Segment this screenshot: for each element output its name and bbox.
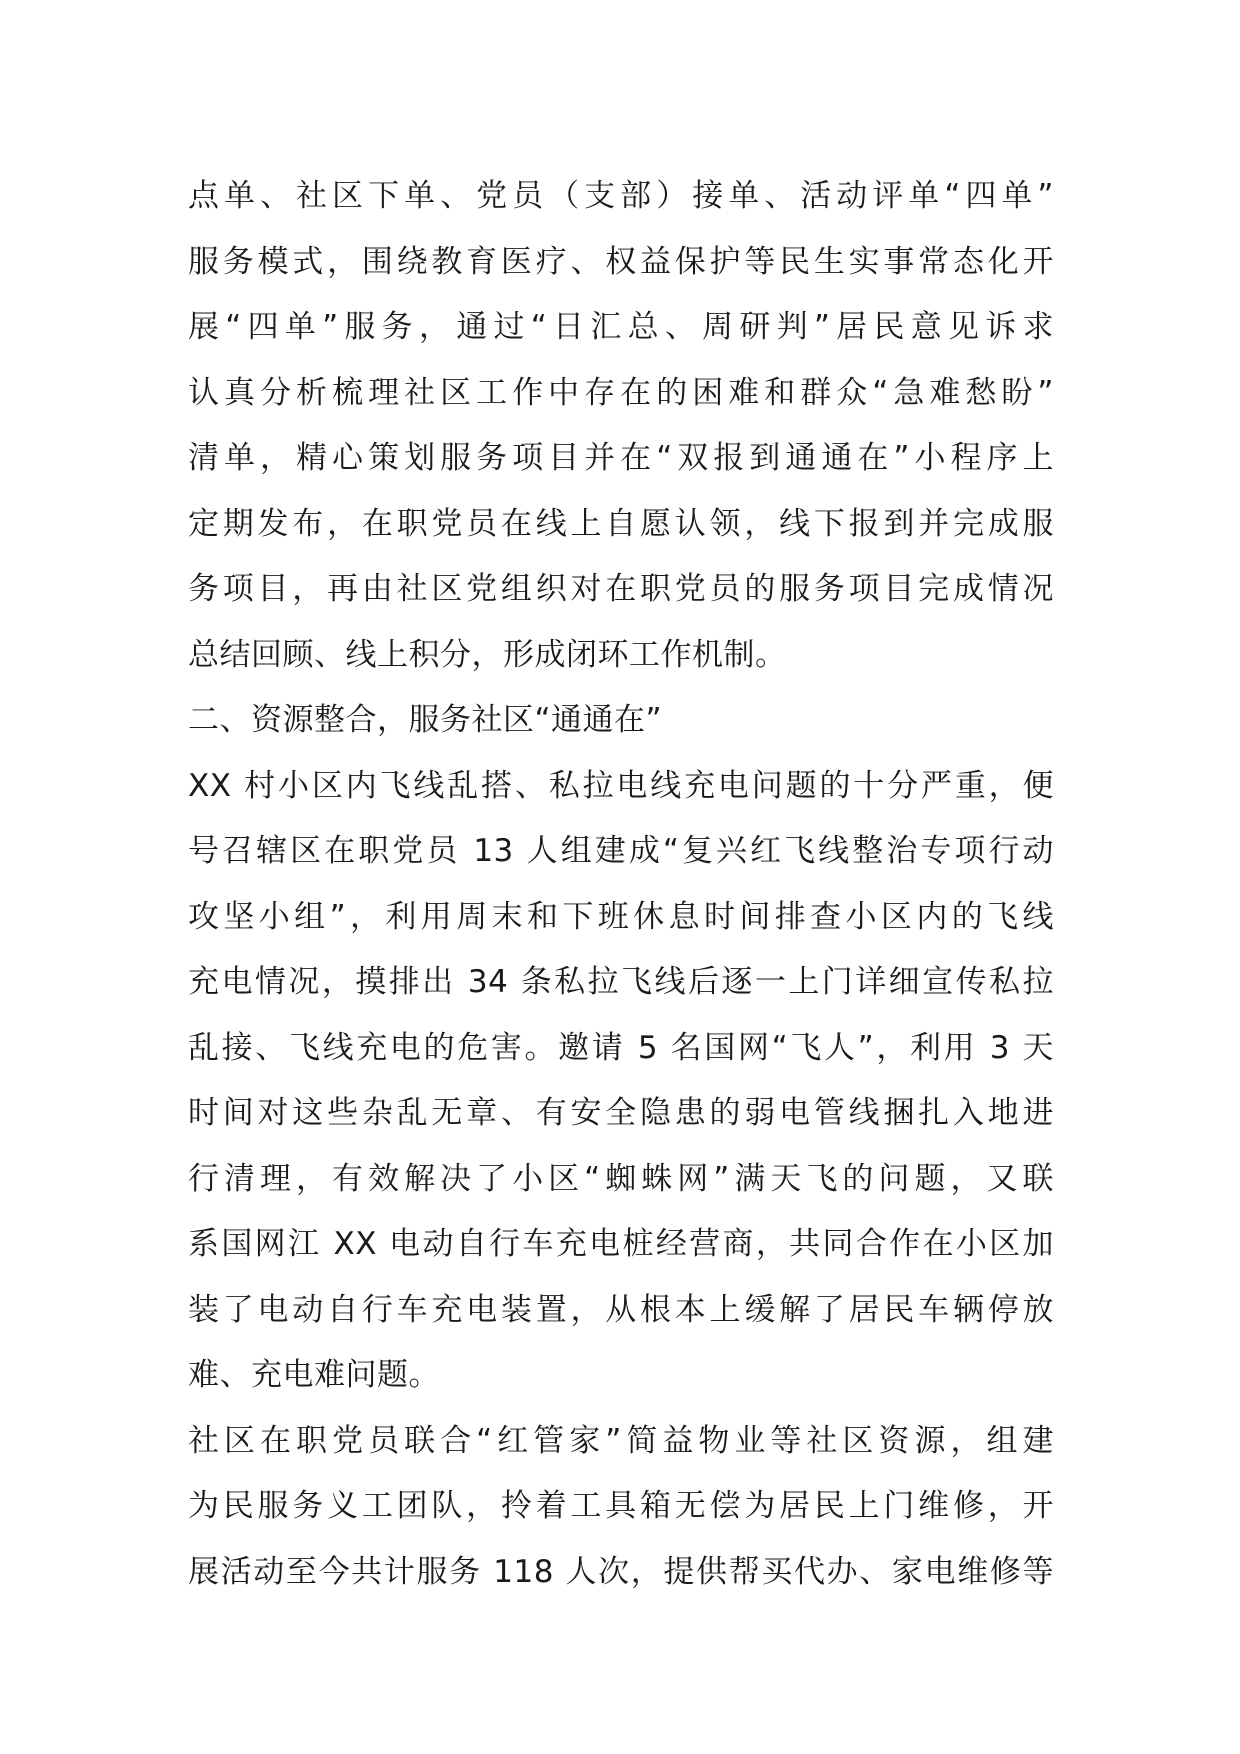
text-line: 难、充电难问题。 xyxy=(188,1357,440,1393)
text-line: 总结回顾、线上积分，形成闭环工作机制。 xyxy=(188,636,787,673)
text-line: 清单，精心策划服务项目并在“双报到通通在”小程序上 xyxy=(188,440,1054,476)
text-line: 点单、社区下单、党员（支部）接单、活动评单“四单” xyxy=(188,178,1054,214)
text-line: 为民服务义工团队，拎着工具箱无偿为居民上门维修，开 xyxy=(188,1488,1054,1524)
text-line: 攻坚小组”，利用周末和下班休息时间排查小区内的飞线 xyxy=(188,898,1054,935)
text-line: 社区在职党员联合“红管家”简益物业等社区资源，组建 xyxy=(188,1422,1054,1459)
text-line: 务项目，再由社区党组织对在职党员的服务项目完成情况 xyxy=(188,571,1054,607)
body-text xyxy=(188,164,1054,1605)
text-line: 行清理，有效解决了小区“蜘蛛网”满天飞的问题，又联 xyxy=(188,1160,1054,1197)
text-line: 号召辖区在职党员 13 人组建成“复兴红飞线整治专项行动 xyxy=(188,833,1054,869)
text-line: 充电情况，摸排出 34 条私拉飞线后逐一上门详细宣传私拉 xyxy=(188,964,1054,1000)
text-line: 服务模式，围绕教育医疗、权益保护等民生实事常态化开 xyxy=(188,243,1054,280)
section-heading: 二、资源整合，服务社区“通通在” xyxy=(188,702,663,738)
text-line: 装了电动自行车充电装置，从根本上缓解了居民车辆停放 xyxy=(188,1291,1054,1328)
text-line: 定期发布，在职党员在线上自愿认领，线下报到并完成服 xyxy=(188,505,1054,542)
text-line: 展“四单”服务，通过“日汇总、周研判”居民意见诉求 xyxy=(188,309,1054,345)
text-line: 时间对这些杂乱无章、有安全隐患的弱电管线捆扎入地进 xyxy=(188,1095,1054,1131)
text-line: XX 村小区内飞线乱搭、私拉电线充电问题的十分严重，便 xyxy=(188,767,1054,804)
text-line: 展活动至今共计服务 118 人次，提供帮买代办、家电维修等 xyxy=(188,1553,1054,1590)
text-line: 认真分析梳理社区工作中存在的困难和群众“急难愁盼” xyxy=(188,374,1054,411)
text-line: 系国网江 XX 电动自行车充电桩经营商，共同合作在小区加 xyxy=(188,1226,1054,1262)
text-line: 乱接、飞线充电的危害。邀请 5 名国网“飞人”，利用 3 天 xyxy=(188,1029,1054,1066)
